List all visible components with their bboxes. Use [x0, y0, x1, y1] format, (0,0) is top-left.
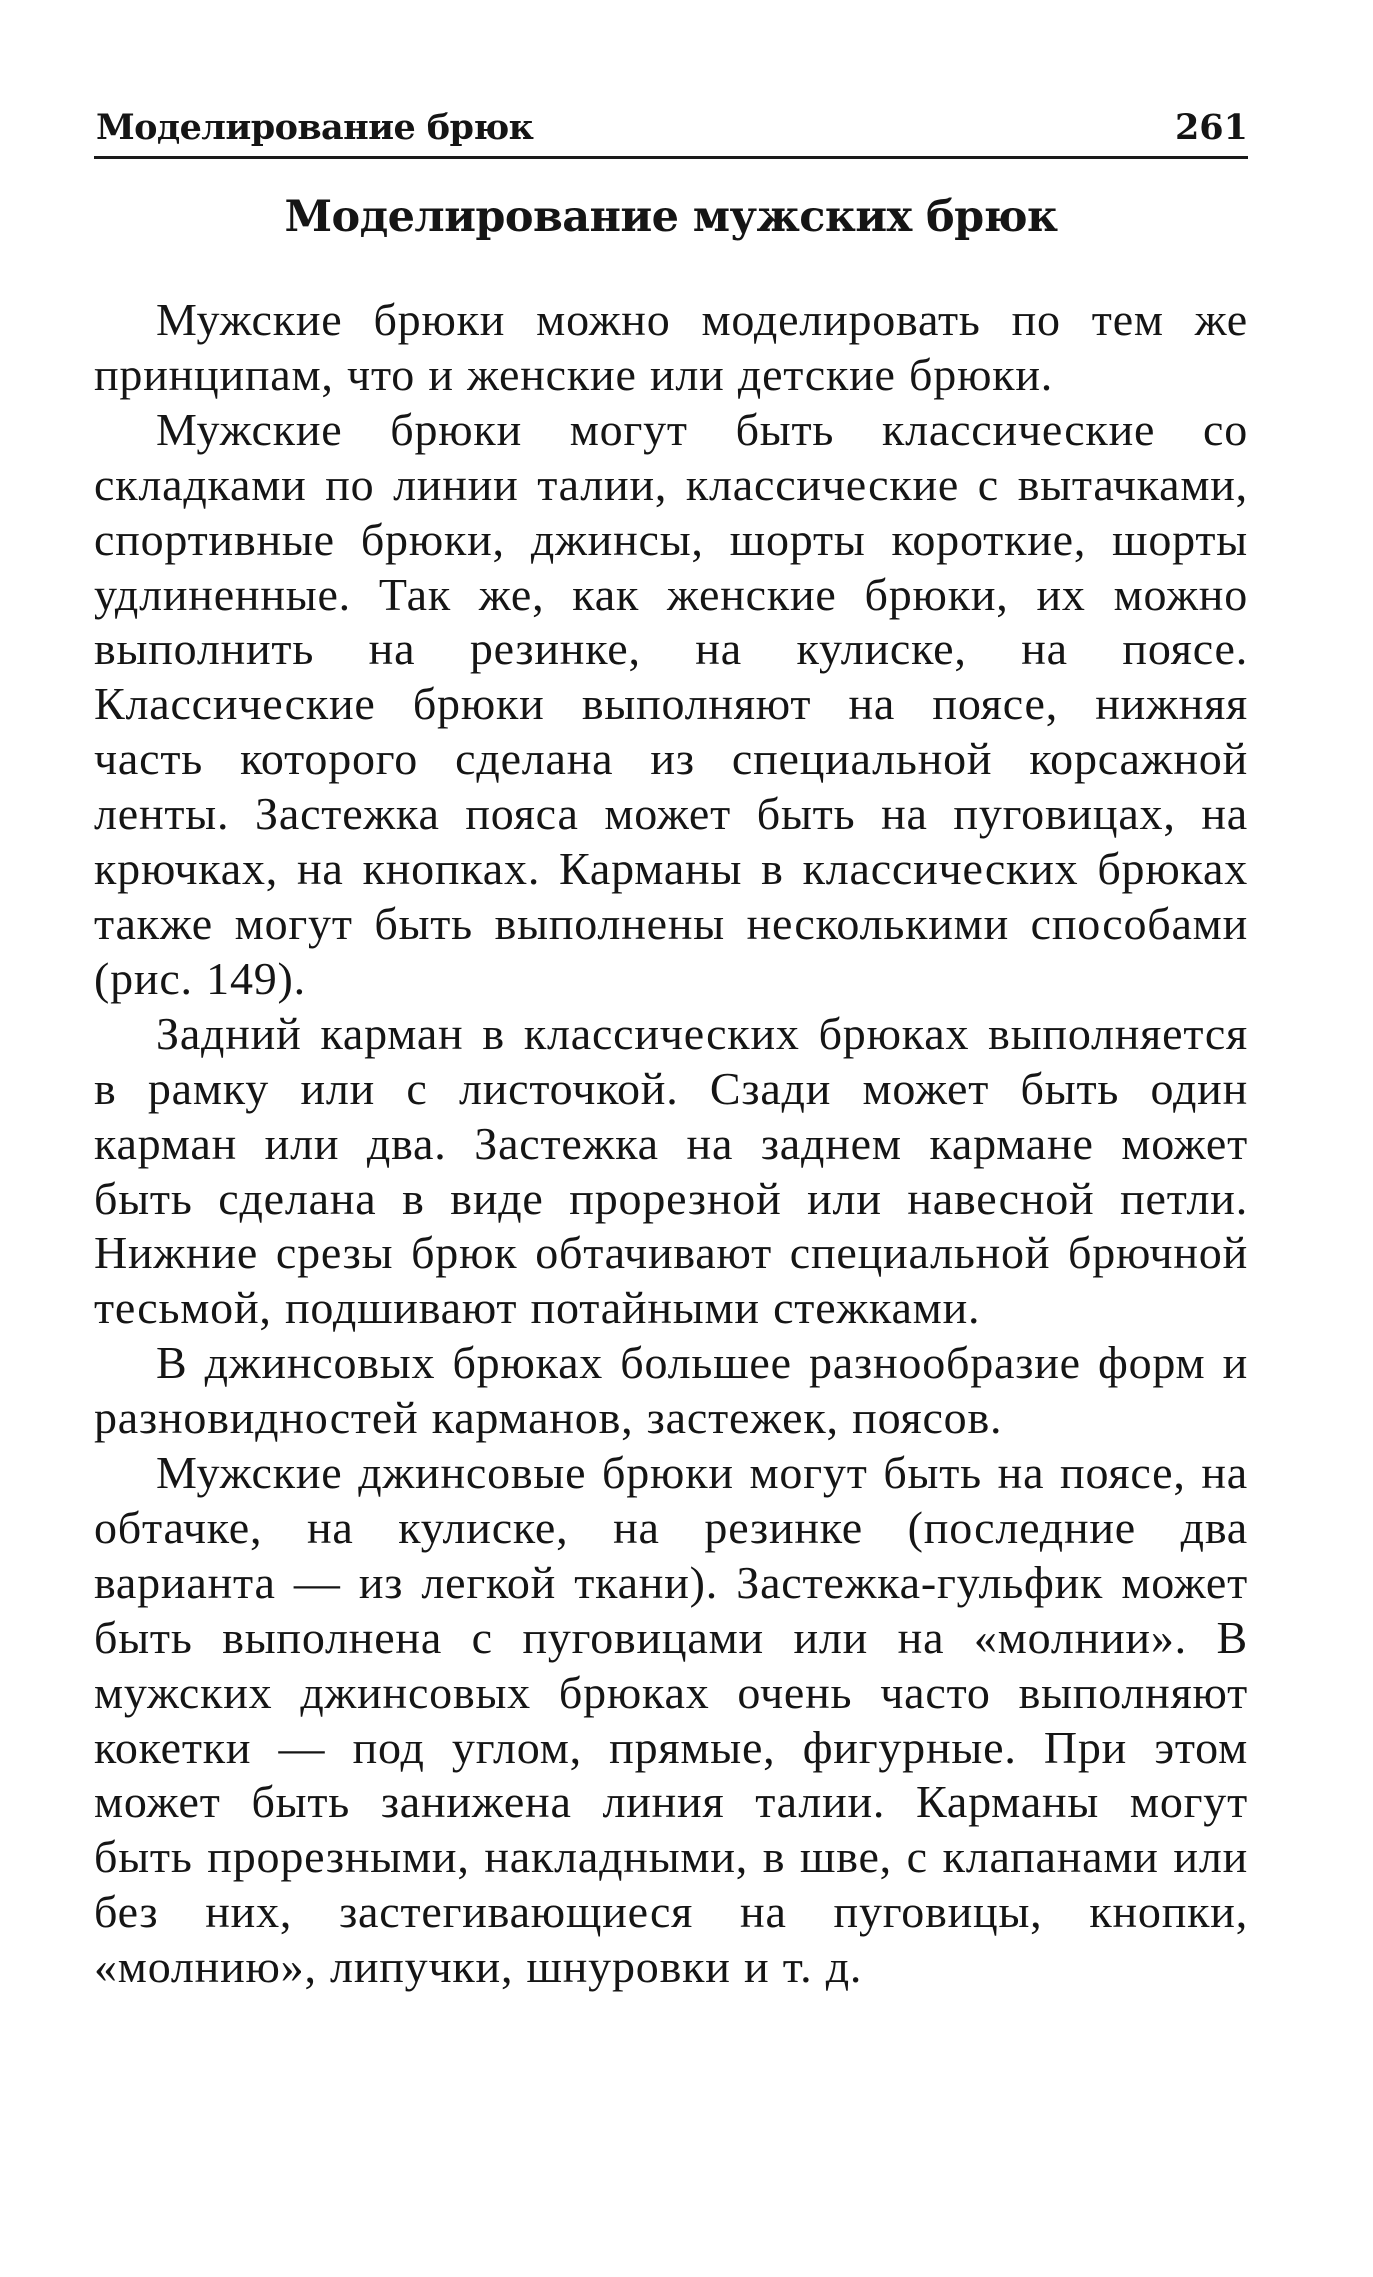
paragraph: Мужские брюки можно моделировать по тем же принципам, что и женские или детские брюки. [94, 294, 1248, 400]
running-head [94, 100, 1248, 159]
running-title: Моделирование брюк [96, 107, 534, 148]
book-page [94, 100, 1248, 1995]
paragraph: Мужские джинсовые брюки могут быть на поясе, на обтачке, на кулиске, на резинке (последние два варианта — из легкой ткани). Застежка-гульфик может быть выполнена с пуговицами или на «молнии». В мужских джинсовых брюках очень часто выполняют кокетки — под углом, прямые, фигурные. При этом может быть занижена линия талии. Карманы могут быть прорезными, накладными, в шве, с клапанами или без них, застегивающиеся на пуговицы, кнопки, «молнию», липучки, шнуровки и т. д. [94, 1447, 1248, 1993]
page-number: 261 [1174, 107, 1248, 148]
body-text [94, 293, 1248, 1995]
section-title: Моделирование мужских брюк [284, 192, 1058, 242]
paragraph: Мужские брюки могут быть классические со складками по линии талии, классические с вытачками, спортивные брюки, джинсы, шорты короткие, шорты удлиненные. Так же, как женские брюки, их можно выполнить на резинке, на кулиске, на поясе. Классические брюки выполняют на поясе, нижняя часть которого сделана из специальной корсажной ленты. Застежка пояса может быть на пуговицах, на крючках, на кнопках. Карманы в классических брюках также могут быть выполнены несколькими способами (рис. 149). [94, 403, 1248, 1004]
paragraph: Задний карман в классических брюках выполняется в рамку или с листочкой. Сзади может быть один карман или два. Застежка на заднем кармане может быть сделана в виде прорезной или навесной петли. Нижние срезы брюк обтачивают специальной брючной тесьмой, подшивают потайными стежками. [94, 1007, 1248, 1334]
paragraph: В джинсовых брюках большее разнообразие форм и разновидностей карманов, застежек, поясов. [94, 1337, 1248, 1444]
